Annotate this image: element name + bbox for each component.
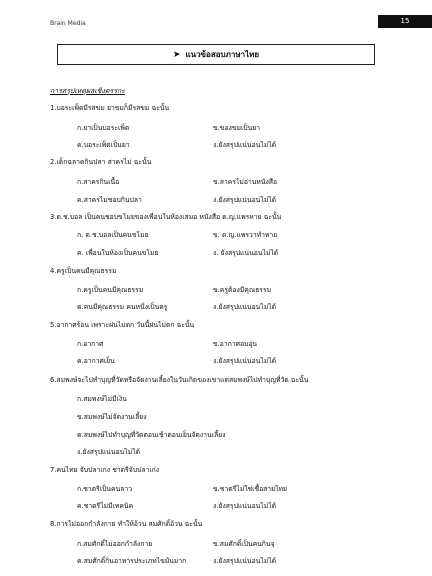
option-7a: ก.ชาตรีเป็นคนลาว [77,485,133,493]
option-6c: ค.สมพงษ์ไปทำบุญที่วัดตอนเช้าตอนเย็นจัดงานเลี้ยง [77,431,226,439]
option-6d: ง.ยังสรุปแน่นอนไม่ได้ [77,448,141,456]
section-heading: การสรุปเหตุผลเชิงตรรกะ [50,87,125,95]
page-title: แนวข้อสอบภาษาไทย [185,50,260,59]
option-6a: ก.สมพงษ์ไม่มีเงิน [77,395,127,403]
arrow-icon: ➤ [172,49,181,60]
option-2b: ข.สาครไม่อ่านหนังสือ [213,178,278,186]
option-2a: ก.สาครกินเนื้อ [77,178,120,186]
option-8a: ก.สมศักดิ์ไม่ออกกำลังกาย [77,540,153,548]
option-5c: ค.อากาศเย็น [77,357,115,365]
option-4c: ค.คนมีคุณธรรม คนหนึ่งเป็นครู [77,303,168,311]
option-3d: ง. ยังสรุปแน่นอนไม่ได้ [213,249,279,257]
question-7: 7.คนไทย จับปลาเก่ง ชาตรีจับปลาเก่ง [50,466,160,474]
question-4: 4.ครูเป็นคนมีคุณธรรม [50,267,117,275]
question-8: 8.การไม่ออกกำลังกาย ทำให้อ้วน สมศักดิ์อ้วน ฉะนั้น [50,520,203,528]
option-5b: ข.อากาศอบอุ่น [213,340,258,348]
option-3a: ก. ด.ช.บอลเป็นคนขโมย [77,231,149,239]
brand-header: Brain Media [50,20,86,27]
question-6: 6.สมพงษ์จะไปทำบุญที่วัดหรือจัดงานเลี้ยงในวันเกิดของเขาแต่สมพงษ์ไปทำบุญที่วัด ฉะนั้น [50,376,309,384]
option-5a: ก.อากาศ [77,340,104,348]
option-1d: ง.ยังสรุปแน่นอนไม่ได้ [213,141,277,149]
option-8d: ง.ยังสรุปแน่นอนไม่ได้ [213,557,277,565]
option-4b: ข.ครูต้องมีคุณธรรม [213,286,272,294]
question-2: 2.เด็กฉลาดกินปลา สาครไม่ ฉะนั้น [50,158,152,166]
question-3: 3.ด.ช.บอล เป็นคนชอบขโมยของเพื่อนในห้องเสมอ หนังสือ ด.ญ.แพรหาย ฉะนั้น [50,213,282,221]
option-7d: ง.ยังสรุปแน่นอนไม่ได้ [213,502,277,510]
option-8b: ข.สมศักดิ์เป็นคนกินจุ [213,540,275,548]
option-4a: ก.ครูเป็นคนมีคุณธรรม [77,286,144,294]
option-2c: ค.สาครไม่ชอบกินปลา [77,196,142,204]
option-4d: ง.ยังสรุปแน่นอนไม่ได้ [213,303,277,311]
option-1c: ค.บอระเพ็ดเป็นยา [77,141,130,149]
question-1: 1.บอระเพ็ดมีรสขม ยาขมก็มีรสขม ฉะนั้น [50,104,170,112]
option-7c: ค.ชาตรีไม่มีเทคนิค [77,502,134,510]
option-1b: ข.ของขมเป็นยา [213,124,261,132]
option-1a: ก.ยาเป็นบอระเพ็ด [77,124,130,132]
option-8c: ค.สมศักดิ์กินอาหารประเภทไขมันมาก [77,557,187,565]
question-5: 5.อากาศร้อน เพราะฝนไม่ตก วันนี้ฝนไม่ตก ฉะนั้น [50,321,195,329]
option-3b: ข. ด.ญ.แพรวาทำหาย [213,231,278,239]
option-6b: ข.สมพงษ์ไม่จัดงานเลี้ยง [77,413,147,421]
option-3c: ค. เพื่อนในห้องเป็นคนขโมย [77,249,159,257]
title-box [57,44,375,65]
option-2d: ง.ยังสรุปแน่นอนไม่ได้ [213,196,277,204]
option-7b: ข.ชาตรีไม่ใช่เชื้อสายไทย [213,485,287,493]
option-5d: ง.ยังสรุปแน่นอนไม่ได้ [213,357,277,365]
page-number: 15 [378,15,432,28]
